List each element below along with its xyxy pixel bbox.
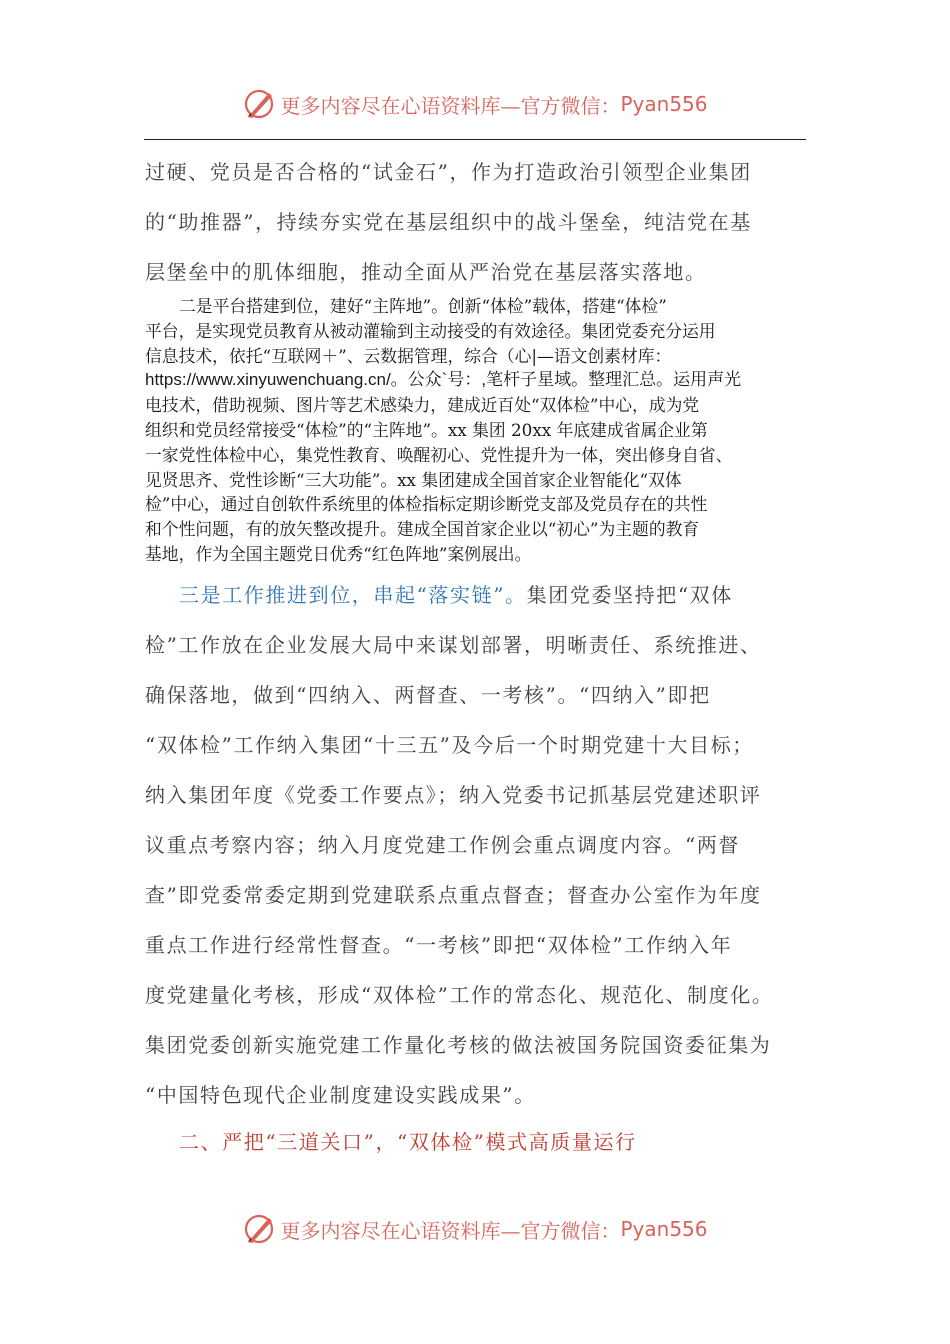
header-divider (144, 139, 806, 140)
text-line: 一家党性体检中心，集党性教育、唤醒初心、党性提升为一体，突出修身自省、 (145, 444, 733, 465)
text-line (145, 570, 805, 620)
pen-circle-logo-icon (242, 1212, 276, 1246)
text-line: 二是平台搭建到位，建好“主阵地”。创新“体检”载体，搭建“体检” (179, 296, 667, 316)
header-text: 更多内容尽在心语资料库—官方微信： (280, 93, 621, 118)
continuation-paragraph (145, 147, 805, 297)
footer-contact: Pyan556 (620, 1217, 708, 1241)
text-line: 基地，作为全国主题党日优秀“红色阵地”案例展出。 (145, 543, 532, 564)
text-line: 度党建量化考核，形成“双体检”工作的常态化、规范化、制度化。 (145, 983, 774, 1007)
text-line: 议重点考察内容；纳入月度党建工作例会重点调度内容。“两督 (145, 833, 741, 857)
heading-text: 二、严把“三道关口”，“双体检”模式高质量运行 (179, 1130, 637, 1154)
text-line: 过硬、党员是否合格的“试金石”，作为打造政治引领型企业集团 (145, 160, 752, 184)
text-line: 确保落地，做到“四纳入、两督查、一考核”。“四纳入”即把 (145, 683, 711, 707)
text-line: 查”即党委常委定期到党建联系点重点督查；督查办公室作为年度 (145, 883, 762, 907)
text-line: 纳入集团年度《党委工作要点》；纳入党委书记抓基层党建述职评 (145, 783, 762, 807)
text-line: 集团党委创新实施党建工作量化考核的做法被国务院国资委征集为 (145, 1033, 772, 1057)
text-line: 电技术，借助视频、图片等艺术感染力，建成近百处“双体检”中心，成为党 (145, 395, 700, 416)
text-line: “双体检”工作纳入集团“十三五”及今后一个时期党建十大目标； (145, 733, 754, 757)
footer-banner (0, 1209, 950, 1249)
text-line: 信息技术，依托“互联网＋”、云数据管理，综合（心|—语文创素材库： (145, 345, 672, 366)
section-three-first-line: 集团党委坚持把“双体 (526, 583, 733, 607)
text-line: 和个性问题，有的放矢整改提升。建成全国首家企业以“初心”为主题的教育 (145, 519, 700, 540)
text-line: 层堡垒中的肌体细胞，推动全面从严治党在基层落实落地。 (145, 260, 707, 284)
header-banner (0, 84, 950, 124)
header-contact: Pyan556 (620, 92, 708, 116)
text-line: 组织和党员经常接受“体检”的“主阵地”。xx 集团 20xx 年底建成省属企业第 (145, 419, 708, 440)
text-line: “中国特色现代企业制度建设实践成果”。 (145, 1083, 536, 1107)
text-line: 平台，是实现党员教育从被动灌输到主动接受的有效途径。集团党委充分运用 (145, 320, 716, 341)
text-line: 检”工作放在企业发展大局中来谋划部署，明晰责任、系统推进、 (145, 633, 762, 657)
footer-text: 更多内容尽在心语资料库—官方微信： (280, 1218, 621, 1243)
section-heading (145, 1117, 805, 1167)
text-line: 的“助推器”，持续夯实党在基层组织中的战斗堡垒，纯洁党在基 (145, 210, 752, 234)
pen-circle-logo-icon (242, 87, 276, 121)
section-three-lead: 三是工作推进到位，串起“落实链”。 (179, 583, 527, 607)
text-line: 重点工作进行经常性督查。“一考核”即把“双体检”工作纳入年 (145, 933, 733, 957)
text-line: 见贤思齐、党性诊断“三大功能”。xx 集团建成全国首家企业智能化“双体 (145, 469, 682, 490)
section-three-paragraph (145, 570, 805, 1120)
text-line: 检”中心，通过自创软件系统里的体检指标定期诊断党支部及党员存在的共性 (145, 494, 708, 515)
section-two-paragraph (145, 294, 805, 567)
url-line: https://www.xinyuwenchuang.cn/。公众`号：,笔杆子星域。整理汇总。运用声光 (145, 370, 742, 390)
